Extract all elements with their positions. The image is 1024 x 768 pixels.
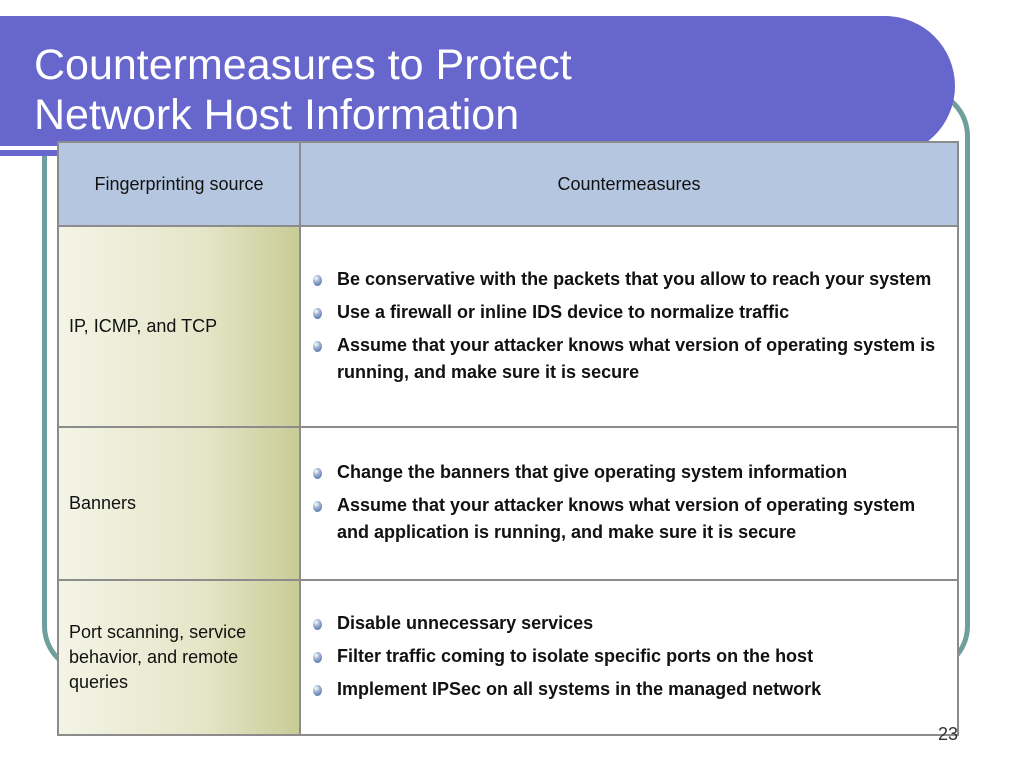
page-number: 23 xyxy=(938,724,959,744)
list-item xyxy=(311,676,951,703)
table-row xyxy=(58,427,958,580)
source-cell: Port scanning, service behavior, and remote queries xyxy=(58,580,300,735)
list-item xyxy=(311,266,951,293)
item-text: Assume that your attacker knows what version of operating system is running, and make sure it is secure xyxy=(337,334,936,382)
countermeasure-list xyxy=(311,610,951,703)
list-item xyxy=(311,643,951,670)
item-text: Filter traffic coming to isolate specific ports on the host xyxy=(337,646,814,666)
list-item xyxy=(311,492,951,546)
item-text: Change the banners that give operating system information xyxy=(337,462,848,482)
bullet-icon xyxy=(313,652,322,663)
bullet-icon xyxy=(313,341,322,352)
list-item xyxy=(311,299,951,326)
source-cell: Banners xyxy=(58,427,300,580)
bullet-icon xyxy=(313,308,322,319)
item-text: Disable unnecessary services xyxy=(337,613,594,633)
title-line-2: Network Host Information xyxy=(34,91,520,139)
bullet-icon xyxy=(313,275,322,286)
countermeasure-list xyxy=(311,459,951,546)
item-text: Be conservative with the packets that you allow to reach your system xyxy=(337,268,932,289)
table-header-row xyxy=(58,142,958,226)
header-fingerprinting-source: Fingerprinting source xyxy=(58,142,300,226)
bullet-icon xyxy=(313,619,322,630)
title-banner xyxy=(0,16,955,156)
countermeasures-cell xyxy=(300,580,958,735)
list-item xyxy=(311,332,951,386)
title-line-1: Countermeasures to Protect xyxy=(34,41,572,89)
source-cell: IP, ICMP, and TCP xyxy=(58,226,300,427)
bullet-icon xyxy=(313,501,322,512)
list-item xyxy=(311,459,951,486)
header-countermeasures: Countermeasures xyxy=(300,142,958,226)
countermeasures-table xyxy=(57,141,959,736)
slide-title xyxy=(34,40,572,140)
item-text: Assume that your attacker knows what version of operating system and application is running, and make sure it is secure xyxy=(337,495,916,542)
countermeasures-cell xyxy=(300,226,958,427)
table-row xyxy=(58,226,958,427)
countermeasure-list xyxy=(311,266,951,386)
item-text: Use a firewall or inline IDS device to normalize traffic xyxy=(337,301,790,322)
list-item xyxy=(311,610,951,637)
item-text: Implement IPSec on all systems in the managed network xyxy=(337,679,822,699)
countermeasures-cell xyxy=(300,427,958,580)
bullet-icon xyxy=(313,685,322,696)
table-row xyxy=(58,580,958,735)
bullet-icon xyxy=(313,468,322,479)
